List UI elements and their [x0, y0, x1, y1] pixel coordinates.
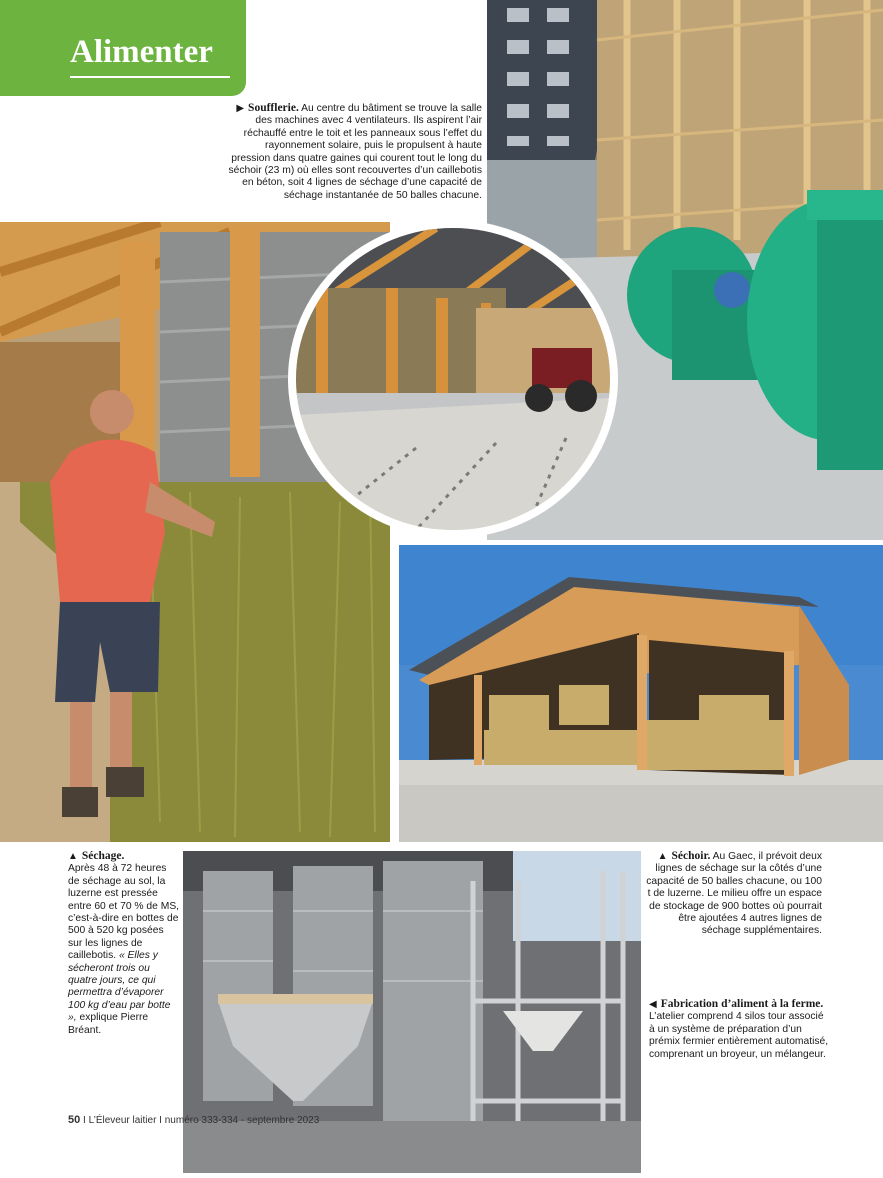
caption-fabrication	[649, 998, 829, 1061]
arrow-left-icon: ◀	[649, 999, 657, 1010]
caption-sechage-quote: « Elles y sécheront trois ou quatre jours, ce qui permettra d’évaporer 100 kg d’eau par botte »,	[68, 950, 171, 1024]
page-footer	[68, 1114, 319, 1126]
arrow-right-icon: ▶	[236, 103, 245, 114]
page-number: 50	[68, 1114, 81, 1126]
caption-sechoir-text: Au Gaec, il prévoit deux lignes de séchage sur la côtés d’une capacité de 50 balles chacune, ou 100 t de luzerne. Le milieu offre un espace de stockage de 900 bottes où pourrait être ajoutées 4 autres lignes de séchage supplémentaires.	[646, 851, 822, 937]
section-underline	[70, 76, 230, 78]
photo-inset-drying-floor	[296, 228, 610, 530]
arrow-up-icon: ▲	[68, 851, 78, 862]
caption-fabrication-title: Fabrication d’aliment à la ferme.	[660, 998, 824, 1010]
arrow-up-icon: ▲	[657, 851, 668, 862]
caption-sechoir	[646, 850, 822, 938]
caption-sechage-attribution: explique Pierre Bréant.	[68, 1012, 149, 1036]
caption-sechoir-title: Séchoir.	[671, 850, 711, 862]
caption-soufflerie-text: Au centre du bâtiment se trouve la salle des machines avec 4 ventilateurs. Ils aspirent l’air réchauffé entre le toit et les panneaux sous l’effet du rayonnement solaire, puis le propulsent à haute pression dans quatre gaines qui courent tout le long du séchoir (23 m) où elles sont recouvertes d’un caillebotis en béton, soit 4 lignes de séchage d’une capacité de séchage instantanée de 50 balles chacune.	[228, 103, 482, 201]
caption-sechage	[68, 850, 180, 1037]
caption-soufflerie-title: Soufflerie.	[248, 102, 299, 114]
section-title: Alimenter	[70, 34, 213, 70]
caption-sechage-title: Séchage.	[81, 850, 125, 862]
caption-sechage-text: Après 48 à 72 heures de séchage au sol, la luzerne est pressée entre 60 et 70 % de MS, c’est-à-dire en bottes de 500 à 520 kg posées sur les lignes de caillebotis.	[68, 863, 180, 962]
footer-publication: I L’Éleveur laitier I numéro 333-334 - septembre 2023	[83, 1115, 320, 1126]
photo-barn-exterior	[399, 545, 883, 842]
caption-soufflerie	[228, 102, 482, 202]
caption-fabrication-text: L’atelier comprend 4 silos tour associé à un système de préparation d’un prémix fermier entièrement automatisé, comprenant un broyeur, un mélangeur.	[649, 1011, 829, 1060]
